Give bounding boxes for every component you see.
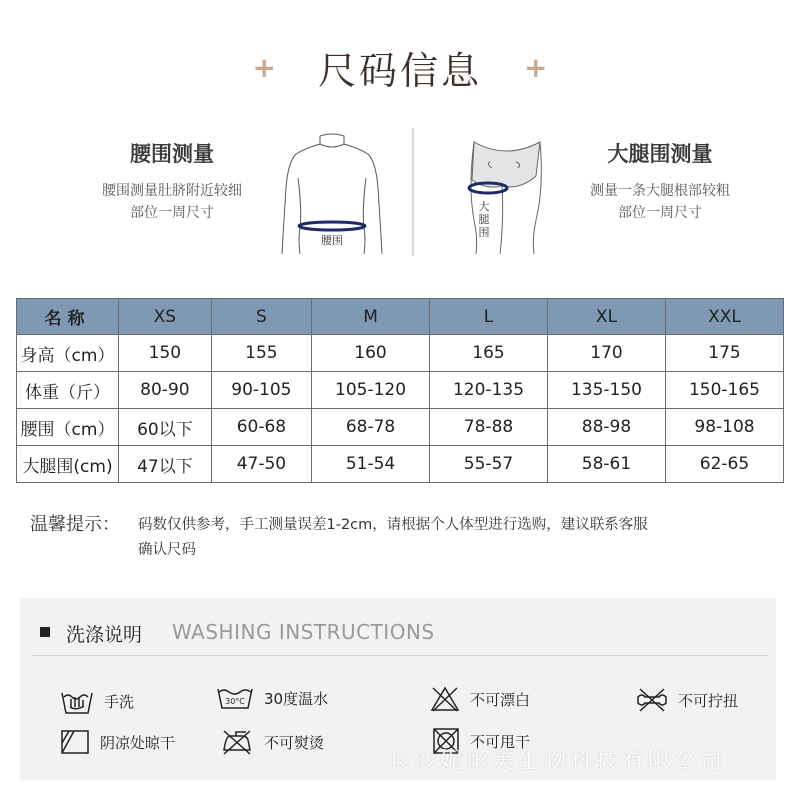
shade-dry-icon [60, 729, 90, 755]
wash-item-30-degree [216, 685, 328, 711]
table-header-cell: XL [548, 299, 666, 335]
washing-divider [32, 655, 768, 656]
table-cell: 60以下 [119, 409, 212, 446]
table-cell: 150-165 [665, 372, 783, 409]
table-header-cell: XXL [665, 299, 783, 335]
figure-divider [412, 128, 414, 256]
torso-illustration [276, 128, 388, 258]
table-cell: 175 [665, 335, 783, 372]
table-cell: 90-105 [211, 372, 311, 409]
table-header-cell: L [430, 299, 548, 335]
page-title: 尺码信息 [317, 48, 482, 93]
table-cell: 170 [548, 335, 666, 372]
table-cell: 身高（cm） [17, 335, 119, 372]
thigh-figure-label-2: 腿 [478, 213, 490, 226]
table-cell: 47-50 [211, 446, 311, 483]
wash-item-label: 不可漂白 [470, 690, 531, 709]
table-cell: 47以下 [119, 446, 212, 483]
title-right-mark: + [524, 50, 548, 84]
tips-body [138, 513, 778, 563]
company-watermark: 长沙妮彤美生物科技有限公司 [388, 749, 727, 774]
title-row [0, 42, 800, 92]
thigh-measure-heading: 大腿围测量 [607, 142, 713, 166]
wash-item-no-bleach [430, 685, 530, 713]
size-table [16, 298, 784, 483]
no-iron-icon [220, 728, 254, 756]
washing-title-en: WASHING INSTRUCTIONS [172, 620, 435, 644]
waist-body-figure [276, 128, 388, 258]
waist-measure-desc-1: 腰围测量肚脐附近较细 [102, 183, 242, 199]
table-cell: 腰围（cm） [17, 409, 119, 446]
wash-item-label: 阴凉处晾干 [100, 733, 176, 752]
thigh-leg-figure [460, 128, 550, 258]
thigh-figure-label-3: 围 [478, 226, 490, 239]
table-cell: 120-135 [430, 372, 548, 409]
no-wring-icon [636, 687, 668, 713]
table-cell: 51-54 [312, 446, 430, 483]
table-cell: 160 [312, 335, 430, 372]
waist-figure-label: 腰围 [321, 234, 343, 247]
table-header-cell: S [211, 299, 311, 335]
table-header-cell: M [312, 299, 430, 335]
no-bleach-icon [430, 685, 460, 713]
wash-30-icon-text: 30°C [225, 697, 245, 706]
wash-item-no-wring [636, 687, 738, 713]
table-cell: 150 [119, 335, 212, 372]
table-cell: 105-120 [312, 372, 430, 409]
washing-title: 洗涤说明 [66, 624, 143, 646]
table-cell: 58-61 [548, 446, 666, 483]
wash-item-label: 不可拧扭 [678, 691, 739, 710]
tips-label: 温馨提示： [30, 514, 120, 535]
thigh-measure-desc-1: 测量一条大腿根部较粗 [590, 183, 730, 199]
tips-line-1: 码数仅供参考，手工测量误差1-2cm，请根据个人体型进行选购，建议联系客服 [138, 517, 648, 533]
table-cell: 62-65 [665, 446, 783, 483]
thigh-measure-desc-2: 部位一周尺寸 [618, 205, 702, 221]
thigh-measure-block [570, 138, 750, 224]
table-cell: 体重（斤） [17, 372, 119, 409]
wash-item-hand-wash [60, 687, 134, 715]
table-row [17, 446, 784, 483]
table-cell: 60-68 [211, 409, 311, 446]
wash-item-shade-dry [60, 729, 175, 755]
table-cell: 78-88 [430, 409, 548, 446]
waist-measure-block [82, 138, 262, 224]
table-cell: 165 [430, 335, 548, 372]
table-row [17, 335, 784, 372]
square-bullet-icon [40, 627, 50, 637]
wash-item-label: 不可甩干 [470, 732, 531, 751]
leg-illustration [460, 128, 550, 258]
table-cell: 80-90 [119, 372, 212, 409]
table-cell: 88-98 [548, 409, 666, 446]
washing-header [20, 598, 776, 654]
wash-item-no-iron [220, 728, 324, 756]
tips-line-2: 确认尺码 [138, 542, 196, 558]
wash-item-label: 不可熨烫 [264, 733, 325, 752]
table-cell: 55-57 [430, 446, 548, 483]
waist-measure-desc-2: 部位一周尺寸 [130, 205, 214, 221]
table-row [17, 372, 784, 409]
table-header-cell: XS [119, 299, 212, 335]
waist-measure-heading: 腰围测量 [130, 142, 214, 166]
table-cell: 大腿围(cm) [17, 446, 119, 483]
thigh-figure-label-1: 大 [478, 200, 490, 213]
table-cell: 68-78 [312, 409, 430, 446]
size-table-header-row [17, 299, 784, 335]
wash-item-label: 30度温水 [264, 689, 329, 708]
table-cell: 155 [211, 335, 311, 372]
table-row [17, 409, 784, 446]
title-left-mark: + [252, 50, 276, 84]
hand-wash-icon [60, 687, 94, 715]
wash-item-label: 手洗 [104, 692, 135, 711]
table-cell: 98-108 [665, 409, 783, 446]
table-header-cell: 名称 [17, 299, 119, 335]
wash-30-icon [216, 685, 254, 711]
table-cell: 135-150 [548, 372, 666, 409]
